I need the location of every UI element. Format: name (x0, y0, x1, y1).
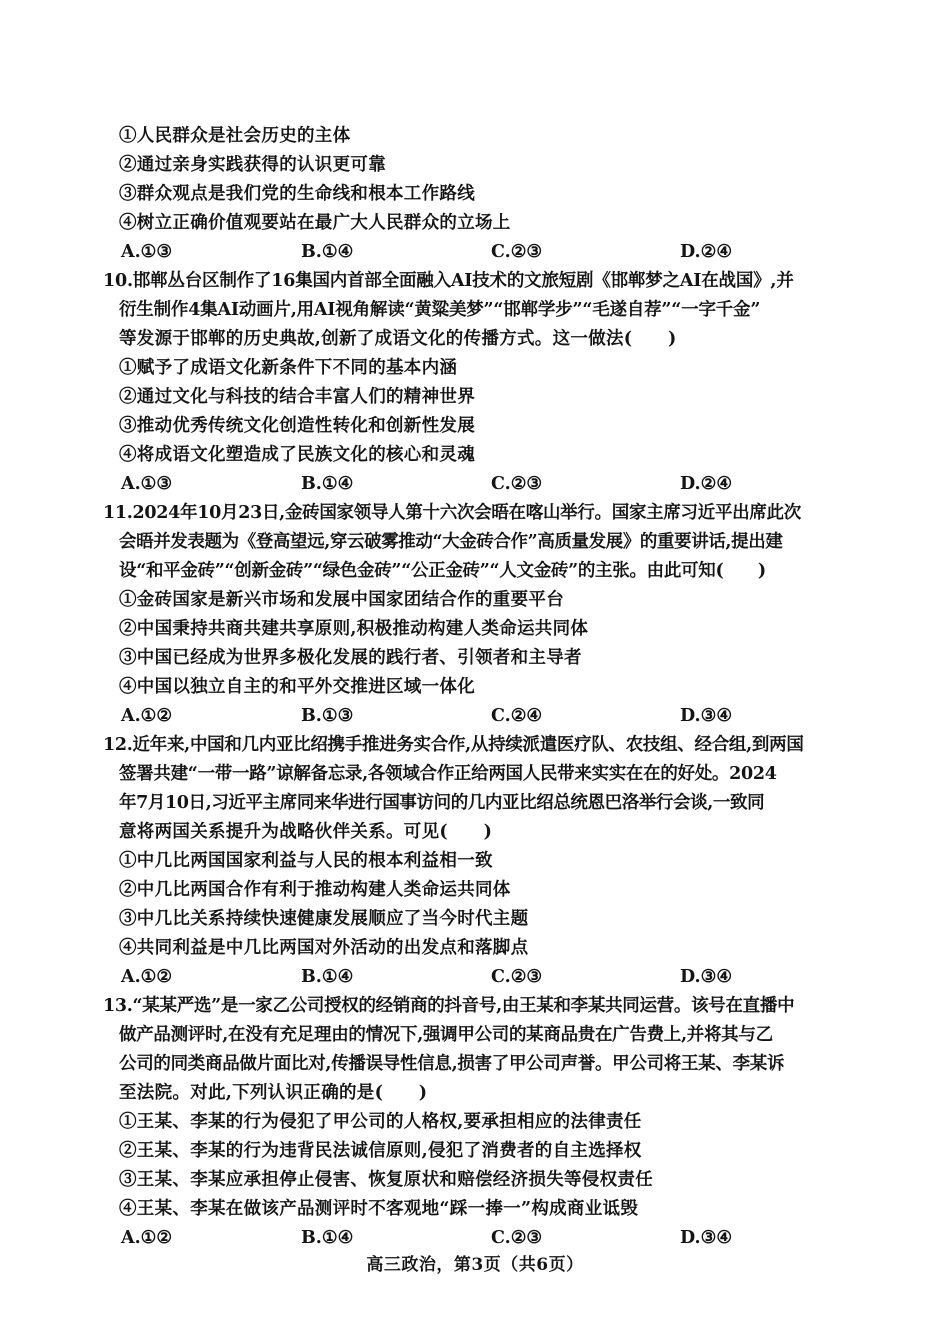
q12-stem-4: 意将两国关系提升为战略伙伴关系。可见( ) (119, 822, 493, 842)
q11-option-a: A.①② (121, 706, 173, 726)
q12-item-2: ②中几比两国合作有利于推动构建人类命运共同体 (119, 880, 511, 900)
q10-item-3: ③推动优秀传统文化创造性转化和创新性发展 (119, 416, 475, 436)
page-footer: 高三政治，第3页（共6页） (366, 1255, 584, 1275)
q12-item-3: ③中几比关系持续快速健康发展顺应了当今时代主题 (119, 909, 529, 929)
q11-option-b: B.①③ (301, 706, 354, 726)
q12-stem-1: 12.近年来,中国和几内亚比绍携手推进务实合作,从持续派遣医疗队、农技组、经合组,到两国 (103, 735, 804, 755)
q11-option-c: C.②④ (491, 706, 543, 726)
q10-stem-1: 10.邯郸丛台区制作了16集国内首部全面融入AI技术的文旅短剧《邯郸梦之AI在战国》,并 (103, 271, 794, 291)
q11-item-4: ④中国以独立自主的和平外交推进区域一体化 (119, 677, 475, 697)
q11-option-d: D.③④ (680, 706, 733, 726)
q12-item-1: ①中几比两国国家利益与人民的根本利益相一致 (119, 851, 493, 871)
q9-option-a: A.①③ (121, 242, 173, 262)
q12-option-b: B.①④ (301, 967, 354, 987)
q11-item-3: ③中国已经成为世界多极化发展的践行者、引领者和主导者 (119, 648, 582, 668)
q13-stem-2: 做产品测评时,在没有充足理由的情况下,强调甲公司的某商品贵在广告费上,并将其与乙 (119, 1025, 773, 1045)
q11-item-1: ①金砖国家是新兴市场和发展中国家团结合作的重要平台 (119, 590, 564, 610)
q9-option-c: C.②③ (491, 242, 543, 262)
q11-stem-1: 11.2024年10月23日,金砖国家领导人第十六次会晤在喀山举行。国家主席习近平出席此次 (103, 503, 801, 523)
q10-option-a: A.①③ (121, 474, 173, 494)
q13-item-3: ③王某、李某应承担停止侵害、恢复原状和赔偿经济损失等侵权责任 (119, 1170, 653, 1190)
q9-option-b: B.①④ (301, 242, 354, 262)
q9-item-3: ③群众观点是我们党的生命线和根本工作路线 (119, 184, 475, 204)
q13-item-1: ①王某、李某的行为侵犯了甲公司的人格权,要承担相应的法律责任 (119, 1112, 642, 1132)
q9-option-d: D.②④ (680, 242, 733, 262)
q13-stem-4: 至法院。对此,下列认识正确的是( ) (119, 1083, 428, 1103)
q12-stem-3: 年7月10日,习近平主席同来华进行国事访问的几内亚比绍总统恩巴洛举行会谈,一致同 (119, 793, 765, 813)
q11-stem-3: 设“和平金砖”“创新金砖”“绿色金砖”“公正金砖”“人文金砖”的主张。由此可知( ) (119, 561, 766, 581)
q12-stem-2: 签署共建“一带一路”谅解备忘录,各领域合作正给两国人民带来实实在在的好处。2024 (119, 764, 777, 784)
q10-option-d: D.②④ (680, 474, 733, 494)
q12-option-a: A.①② (121, 967, 173, 987)
q9-item-1: ①人民群众是社会历史的主体 (119, 126, 351, 146)
q10-item-2: ②通过文化与科技的结合丰富人们的精神世界 (119, 387, 475, 407)
q11-item-2: ②中国秉持共商共建共享原则,积极推动构建人类命运共同体 (119, 619, 589, 639)
q10-option-b: B.①④ (301, 474, 354, 494)
q13-stem-3: 公司的同类商品做片面比对,传播误导性信息,损害了甲公司声誉。甲公司将王某、李某诉 (119, 1054, 785, 1074)
q10-item-1: ①赋予了成语文化新条件下不同的基本内涵 (119, 358, 458, 378)
q10-option-c: C.②③ (491, 474, 543, 494)
q12-option-c: C.②③ (491, 967, 543, 987)
q10-stem-2: 衍生制作4集AI动画片,用AI视角解读“黄粱美梦”“邯郸学步”“毛遂自荐”“一字千金” (119, 300, 761, 320)
q13-stem-1: 13.“某某严选”是一家乙公司授权的经销商的抖音号,由王某和李某共同运营。该号在直播中 (103, 996, 795, 1016)
q13-option-c: C.②③ (491, 1228, 543, 1248)
q13-option-b: B.①④ (301, 1228, 354, 1248)
q11-stem-2: 会晤并发表题为《登高望远,穿云破雾推动“大金砖合作”高质量发展》的重要讲话,提出建 (119, 532, 783, 552)
q13-option-a: A.①② (121, 1228, 173, 1248)
q10-item-4: ④将成语文化塑造成了民族文化的核心和灵魂 (119, 445, 475, 465)
q12-item-4: ④共同利益是中几比两国对外活动的出发点和落脚点 (119, 938, 529, 958)
q13-item-4: ④王某、李某在做该产品测评时不客观地“踩一捧一”构成商业诋毁 (119, 1199, 639, 1219)
q10-stem-3: 等发源于邯郸的历史典故,创新了成语文化的传播方式。这一做法( ) (119, 329, 677, 349)
q13-item-2: ②王某、李某的行为违背民法诚信原则,侵犯了消费者的自主选择权 (119, 1141, 642, 1161)
q12-option-d: D.③④ (680, 967, 733, 987)
q9-item-4: ④树立正确价值观要站在最广大人民群众的立场上 (119, 213, 511, 233)
q9-item-2: ②通过亲身实践获得的认识更可靠 (119, 155, 386, 175)
q13-option-d: D.③④ (680, 1228, 733, 1248)
